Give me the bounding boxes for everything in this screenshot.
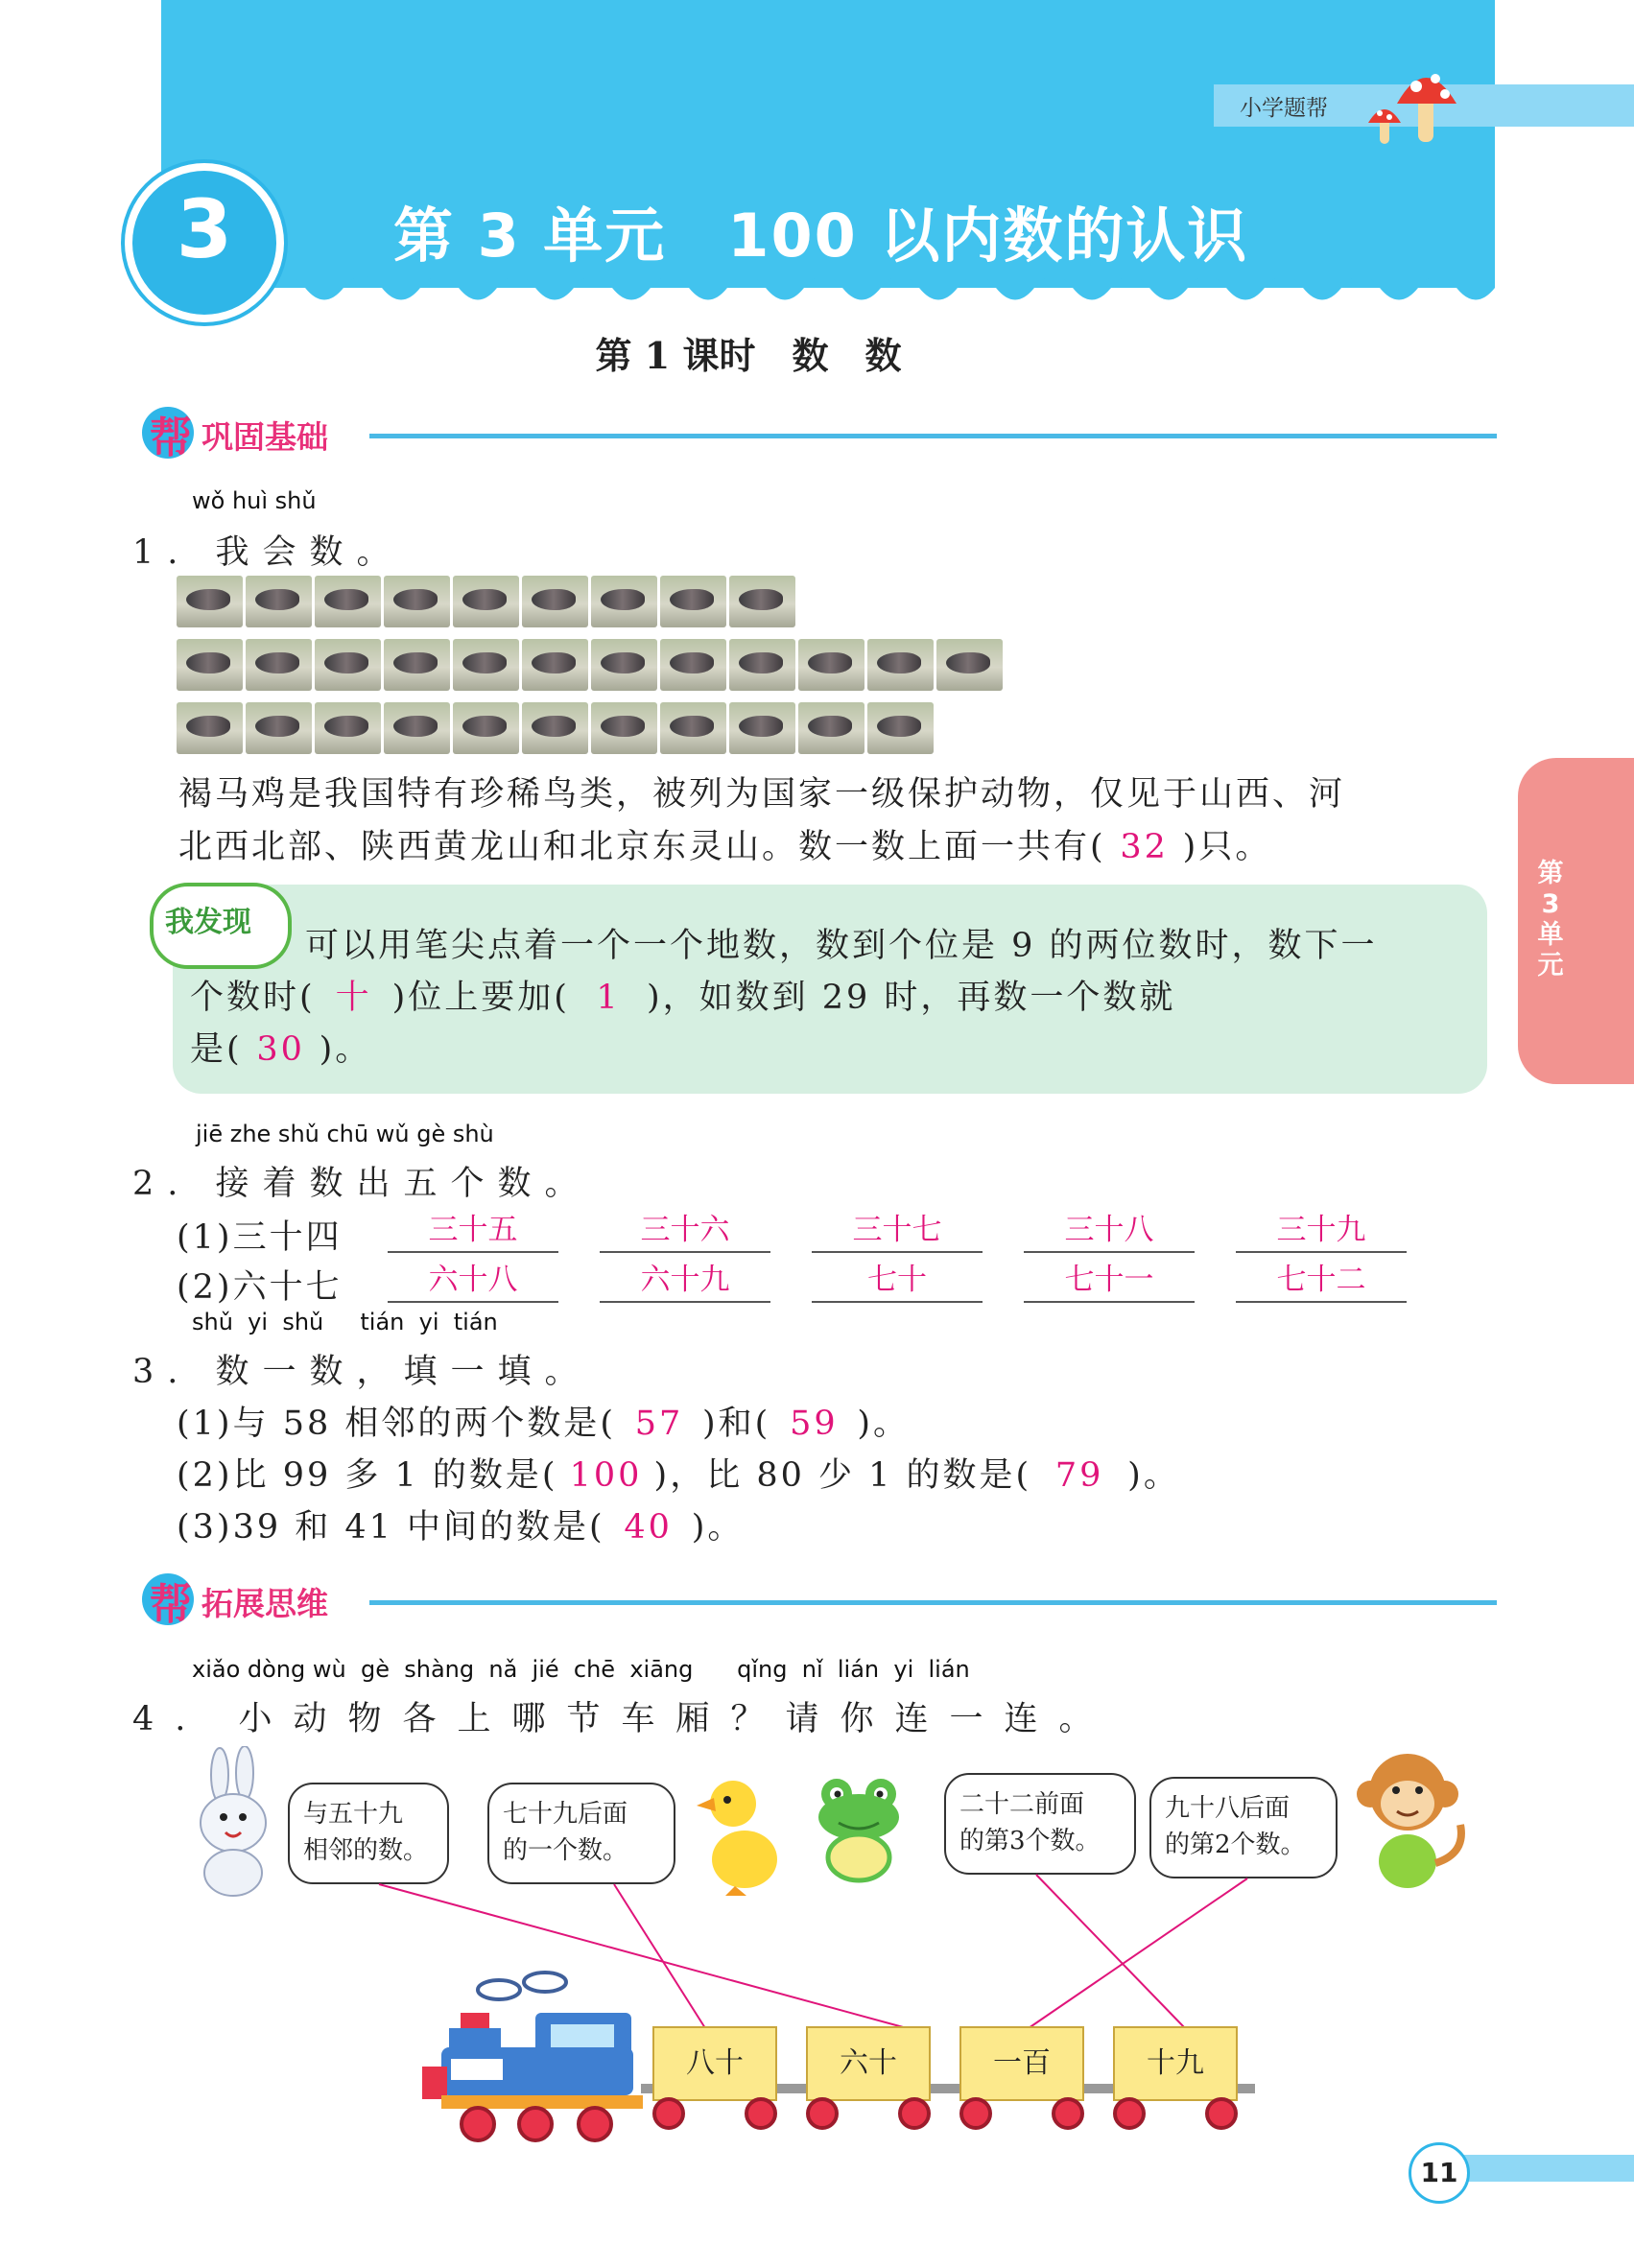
discovery-label: 我发现 xyxy=(165,906,251,939)
q3-text: (2)比 99 多 1 的数是( xyxy=(177,1456,558,1495)
wheel xyxy=(898,2097,931,2130)
q1-text-line1: 褐马鸡是我国特有珍稀鸟类，被列为国家一级保护动物，仅见于山西、河 xyxy=(178,775,1346,814)
q3-text: )，比 80 少 1 的数是( xyxy=(653,1456,1032,1495)
discovery-answer-1: 十 xyxy=(335,979,372,1017)
wheel xyxy=(745,2097,777,2130)
discovery-text: )。 xyxy=(319,1030,372,1069)
wheel xyxy=(652,2097,685,2130)
q2-pinyin: jiē zhe shǔ chū wǔ gè shù xyxy=(196,1121,494,1147)
bubble-text: 的第2个数。 xyxy=(1165,1831,1306,1859)
unit-number: 3 xyxy=(176,182,233,276)
answer-blank: 三十六 xyxy=(600,1209,770,1253)
unit-title: 第 3 单元 100 以内数的认识 xyxy=(393,201,1249,271)
answer-blank: 七十 xyxy=(812,1259,983,1303)
q3-answer: 57 xyxy=(634,1405,684,1443)
q4-title: 4. 小动物各上哪节车厢？请你连一连。 xyxy=(132,1700,1114,1738)
q2-title: 2. 接着数出五个数。 xyxy=(132,1165,592,1203)
train-car: 一百 xyxy=(959,2026,1084,2101)
section-title-extend: 拓展思维 xyxy=(201,1585,328,1622)
wheel xyxy=(959,2097,992,2130)
bubble-text: 与五十九 xyxy=(303,1800,404,1829)
discovery-answer-3: 30 xyxy=(256,1030,305,1069)
discovery-answer-2: 1 xyxy=(596,979,621,1017)
page-number: 11 xyxy=(1409,2142,1470,2204)
section-bang: 帮 xyxy=(150,413,192,462)
wheel xyxy=(1052,2097,1084,2130)
bubble-text: 七十九后面 xyxy=(503,1800,628,1829)
q3-answer: 100 xyxy=(569,1456,643,1495)
bubble-text: 的第3个数。 xyxy=(959,1827,1101,1855)
discovery-text: 个数时( xyxy=(190,979,316,1017)
q2-row1-label: (1)三十四 xyxy=(177,1218,343,1257)
q3-title: 3. 数一数，填一填。 xyxy=(132,1353,592,1391)
bubble-text: 九十八后面 xyxy=(1165,1794,1291,1823)
side-tab-label: 第3单元 xyxy=(1537,859,1564,980)
q2-row2-label: (2)六十七 xyxy=(177,1268,343,1307)
q3-text: )和( xyxy=(702,1405,771,1443)
q3-answer: 40 xyxy=(624,1508,673,1547)
bubble-text: 二十二前面 xyxy=(959,1790,1085,1819)
bubble-text: 相邻的数。 xyxy=(303,1836,429,1865)
train-car: 六十 xyxy=(806,2026,931,2101)
wheel xyxy=(1205,2097,1238,2130)
q3-answer: 79 xyxy=(1054,1456,1104,1495)
wheel xyxy=(806,2097,839,2130)
discovery-text: 是( xyxy=(190,1030,243,1069)
answer-blank: 六十九 xyxy=(600,1259,770,1303)
section-title-basics: 巩固基础 xyxy=(201,418,328,456)
answer-blank: 三十九 xyxy=(1236,1209,1407,1253)
train-car: 八十 xyxy=(652,2026,777,2101)
discovery-line1: 可以用笔尖点着一个一个地数，数到个位是 9 的两位数时，数下一 xyxy=(305,927,1378,965)
q3-text: (1)与 58 相邻的两个数是( xyxy=(177,1405,617,1443)
answer-blank: 三十七 xyxy=(812,1209,983,1253)
answer-line xyxy=(1036,1875,1185,2028)
answer-blank: 三十五 xyxy=(388,1209,558,1253)
answer-blank: 七十一 xyxy=(1024,1259,1195,1303)
answer-blank: 七十二 xyxy=(1236,1259,1407,1303)
bubble-text: 的一个数。 xyxy=(503,1836,628,1865)
q3-text: )。 xyxy=(857,1405,910,1443)
section-bang: 帮 xyxy=(150,1580,192,1629)
discovery-text: )，如数到 29 时，再数一个数就 xyxy=(646,979,1176,1017)
lesson-title: 第 1 课时 数 数 xyxy=(595,334,902,377)
q1-text-end: )只。 xyxy=(1182,828,1272,866)
q1-title: 1. 我会数。 xyxy=(132,533,404,572)
q3-pinyin: shǔ yi shǔ tián yi tián xyxy=(192,1309,498,1335)
q3-text: )。 xyxy=(1127,1456,1180,1495)
answer-blank: 六十八 xyxy=(388,1259,558,1303)
q1-pinyin: wǒ huì shǔ xyxy=(192,487,317,514)
q3-text: (3)39 和 41 中间的数是( xyxy=(177,1508,605,1547)
q1-text: 北西北部、陕西黄龙山和北京东灵山。数一数上面一共有( xyxy=(178,828,1106,866)
wheel xyxy=(1113,2097,1146,2130)
q3-answer: 59 xyxy=(790,1405,839,1443)
q1-answer: 32 xyxy=(1120,828,1169,866)
discovery-text: )位上要加( xyxy=(391,979,570,1017)
train-engine-icon xyxy=(422,1967,652,2149)
brand-label: 小学题帮 xyxy=(1240,96,1328,121)
q3-text: )。 xyxy=(691,1508,745,1547)
answer-blank: 三十八 xyxy=(1024,1209,1195,1253)
q4-pinyin: xiǎo dòng wù gè shàng nǎ jié chē xiāng qǐng nǐ lián yi lián xyxy=(192,1656,970,1683)
train-car: 十九 xyxy=(1113,2026,1238,2101)
